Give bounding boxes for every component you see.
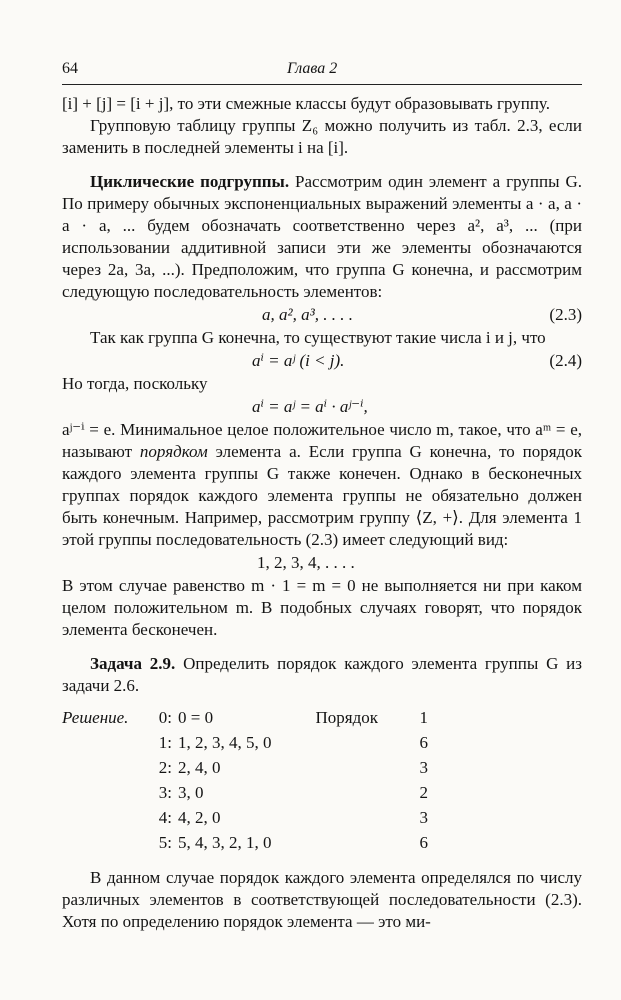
solution-row: [62, 832, 428, 857]
solution-spacer: [62, 832, 150, 857]
element-order: 1: [419, 708, 428, 727]
order-column-header: Порядок: [315, 708, 379, 727]
equation-unnumbered-body: aⁱ = aʲ = aⁱ · aʲ⁻ⁱ,: [252, 397, 368, 416]
equation-2-3-number: (2.3): [549, 305, 582, 324]
solution-row: [62, 782, 428, 807]
paragraph-finite-group: Так как группа G конечна, то существуют такие числа i и j, что: [90, 328, 546, 347]
solution-row: [62, 757, 428, 782]
equation-unnumbered: [62, 395, 582, 419]
problem-label: Задача 2.9.: [90, 654, 176, 673]
problem-statement: [62, 653, 582, 697]
element-index: 0:: [158, 708, 172, 727]
element-order: 6: [419, 733, 428, 752]
equation-2-4-body: aⁱ = aʲ (i < j).: [252, 351, 345, 370]
term-order: порядком: [139, 442, 208, 461]
element-sequence: 4, 2, 0: [178, 808, 221, 827]
running-header: [62, 58, 582, 80]
element-index: 4:: [158, 808, 172, 827]
page-number: 64: [62, 60, 78, 77]
page: [62, 58, 582, 933]
order-header-cell: [315, 707, 428, 732]
solution-row: [62, 732, 428, 757]
solution-spacer: [62, 732, 150, 757]
solution-table: [62, 707, 428, 857]
paragraph-cosets: [i] + [j] = [i + j], то эти смежные классы будут образовывать группу.: [62, 94, 550, 113]
paragraph-conclusion: В данном случае порядок каждого элемента определялся по числу различных элементов в соответствующей последовательности (2.3). Хотя по определению порядок элемента — это ми-: [62, 868, 582, 931]
solution-spacer: [62, 807, 150, 832]
paragraph-cyclic-text: Рассмотрим один элемент a группы G. По примеру обычных экспоненциальных выражений элементы a · a, a · a · a, ... будем обозначать соответственно через a², a³, ... (при использовании аддитивной записи эти же элементы обозначаются через 2a, 3a, ...). Предположим, что группа G конечна, и рассмотрим следующую последовательность элементов:: [62, 172, 582, 301]
header-rule: [62, 84, 582, 85]
element-index: 2:: [158, 758, 172, 777]
element-sequence: 5, 4, 3, 2, 1, 0: [178, 833, 272, 852]
paragraph-but-then: Но тогда, поскольку: [62, 374, 208, 393]
element-order: 3: [419, 758, 428, 777]
equation-2-3: [62, 303, 582, 327]
solution-row: [62, 707, 428, 732]
chapter-title: Глава 2: [287, 60, 338, 77]
paragraph-cyclic-subgroups: [62, 171, 582, 303]
element-order: 6: [419, 833, 428, 852]
element-sequence: 0 = 0: [178, 708, 214, 727]
equation-2-4-number: (2.4): [549, 351, 582, 370]
section-heading-cyclic: Циклические подгруппы.: [90, 172, 290, 191]
solution-spacer: [62, 757, 150, 782]
equation-2-3-body: a, a², a³, . . . .: [262, 305, 353, 324]
solution-row: [62, 807, 428, 832]
equation-sequence-body: 1, 2, 3, 4, . . . .: [257, 553, 355, 572]
element-index: 1:: [158, 733, 172, 752]
element-sequence: 3, 0: [178, 783, 204, 802]
element-order: 2: [419, 783, 428, 802]
paragraph-infinite-order: В этом случае равенство m · 1 = m = 0 не выполняется ни при каком целом положительном m. В подобных случаях говорят, что порядок элемента бесконечен.: [62, 576, 582, 639]
paragraph-order-definition: aʲ⁻ⁱ = e. Минимальное целое положительное число m, такое, что aᵐ = e, называют порядком элемента a. Если группа G конечна, то порядок каждого элемента группы G также конечен. Однако в бесконечных группах порядок каждого элемента группы не обязательно должен быть конечным. Например, рассмотрим группу ⟨Z, +⟩. Для элемента 1 этой группы последовательность (2.3) имеет следующий вид:: [62, 420, 582, 549]
problem-text: Определить порядок каждого элемента группы G из задачи 2.6.: [62, 654, 582, 695]
solution-label: Решение.: [62, 708, 129, 727]
element-index: 5:: [158, 833, 172, 852]
equation-sequence: [62, 551, 582, 575]
paragraph-group-table: Групповую таблицу группы Z₆ можно получить из табл. 2.3, если заменить в последней элементы i на [i].: [62, 116, 582, 157]
element-sequence: 2, 4, 0: [178, 758, 221, 777]
equation-2-4: [62, 349, 582, 373]
element-order: 3: [419, 808, 428, 827]
solution-spacer: [62, 782, 150, 807]
element-sequence: 1, 2, 3, 4, 5, 0: [178, 733, 272, 752]
element-index: 3:: [158, 783, 172, 802]
